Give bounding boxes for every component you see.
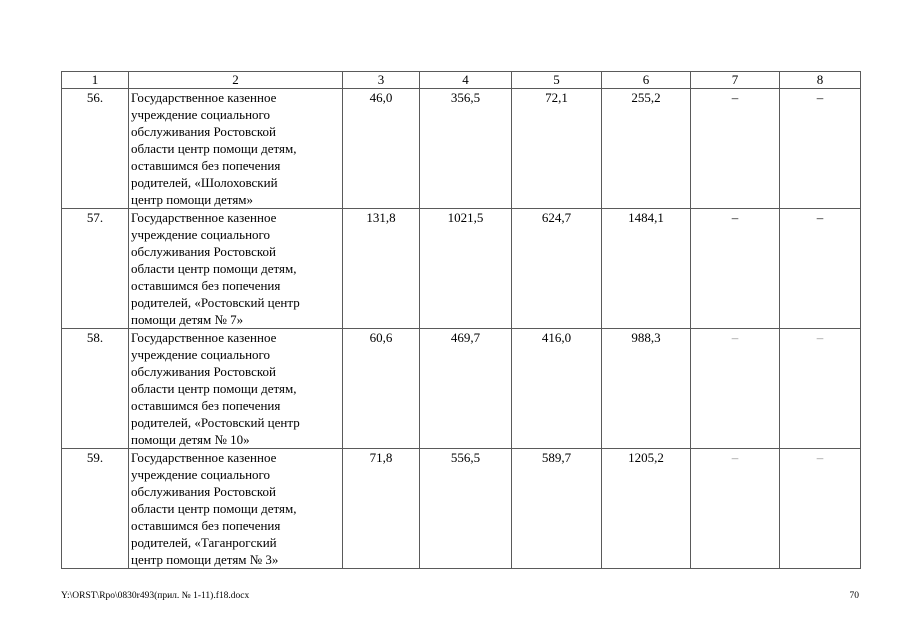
- table-row: [62, 449, 861, 569]
- institution-name: [129, 209, 343, 329]
- name-line: оставшимся без попечения: [131, 158, 281, 173]
- name-line: области центр помощи детям,: [131, 261, 297, 276]
- value-col-8: –: [780, 209, 861, 329]
- name-line: Государственное казенное: [131, 330, 277, 345]
- value-col-4: 1021,5: [420, 209, 512, 329]
- name-line: родителей, «Таганрогский: [131, 535, 277, 550]
- name-line: Государственное казенное: [131, 450, 277, 465]
- value-col-8: –: [780, 329, 861, 449]
- value-col-8: –: [780, 449, 861, 569]
- value-col-8: –: [780, 89, 861, 209]
- name-line: оставшимся без попечения: [131, 278, 281, 293]
- name-line: Государственное казенное: [131, 90, 277, 105]
- value-col-5: 624,7: [512, 209, 602, 329]
- header-cell: 6: [602, 72, 691, 89]
- table-row: [62, 209, 861, 329]
- institution-name: [129, 89, 343, 209]
- name-line: центр помощи детям»: [131, 192, 254, 207]
- name-line: учреждение социального: [131, 467, 271, 482]
- name-line: обслуживания Ростовской: [131, 244, 276, 259]
- table-row: [62, 329, 861, 449]
- institution-name: [129, 329, 343, 449]
- value-col-7: –: [691, 329, 780, 449]
- name-line: помощи детям № 7»: [131, 312, 244, 327]
- name-line: учреждение социального: [131, 107, 271, 122]
- table-row: [62, 89, 861, 209]
- name-line: помощи детям № 10»: [131, 432, 250, 447]
- footer-file-path: Y:\ORST\Rpo\0830r493(прил. № 1-11).f18.docx: [61, 591, 250, 601]
- name-line: родителей, «Шолоховский: [131, 175, 278, 190]
- value-col-7: –: [691, 209, 780, 329]
- row-number: 56.: [62, 89, 129, 209]
- header-cell: 8: [780, 72, 861, 89]
- header-cell: 3: [343, 72, 420, 89]
- name-line: учреждение социального: [131, 227, 271, 242]
- name-line: обслуживания Ростовской: [131, 124, 276, 139]
- name-line: оставшимся без попечения: [131, 398, 281, 413]
- name-line: центр помощи детям № 3»: [131, 552, 279, 567]
- name-line: области центр помощи детям,: [131, 141, 297, 156]
- value-col-5: 589,7: [512, 449, 602, 569]
- data-table: [61, 71, 861, 569]
- value-col-5: 72,1: [512, 89, 602, 209]
- header-cell: 5: [512, 72, 602, 89]
- value-col-7: –: [691, 449, 780, 569]
- header-cell: 4: [420, 72, 512, 89]
- value-col-5: 416,0: [512, 329, 602, 449]
- value-col-6: 1205,2: [602, 449, 691, 569]
- name-line: родителей, «Ростовский центр: [131, 295, 300, 310]
- name-line: обслуживания Ростовской: [131, 484, 276, 499]
- value-col-4: 556,5: [420, 449, 512, 569]
- name-line: обслуживания Ростовской: [131, 364, 276, 379]
- value-col-6: 1484,1: [602, 209, 691, 329]
- header-cell: 2: [129, 72, 343, 89]
- institution-name: [129, 449, 343, 569]
- value-col-4: 356,5: [420, 89, 512, 209]
- name-line: родителей, «Ростовский центр: [131, 415, 300, 430]
- header-cell: 1: [62, 72, 129, 89]
- value-col-3: 131,8: [343, 209, 420, 329]
- row-number: 57.: [62, 209, 129, 329]
- name-line: области центр помощи детям,: [131, 381, 297, 396]
- value-col-3: 60,6: [343, 329, 420, 449]
- value-col-7: –: [691, 89, 780, 209]
- row-number: 59.: [62, 449, 129, 569]
- name-line: Государственное казенное: [131, 210, 277, 225]
- name-line: области центр помощи детям,: [131, 501, 297, 516]
- value-col-3: 71,8: [343, 449, 420, 569]
- name-line: учреждение социального: [131, 347, 271, 362]
- header-row: [62, 72, 861, 89]
- name-line: оставшимся без попечения: [131, 518, 281, 533]
- value-col-3: 46,0: [343, 89, 420, 209]
- header-cell: 7: [691, 72, 780, 89]
- page-number: 70: [849, 591, 859, 601]
- value-col-6: 255,2: [602, 89, 691, 209]
- row-number: 58.: [62, 329, 129, 449]
- value-col-4: 469,7: [420, 329, 512, 449]
- value-col-6: 988,3: [602, 329, 691, 449]
